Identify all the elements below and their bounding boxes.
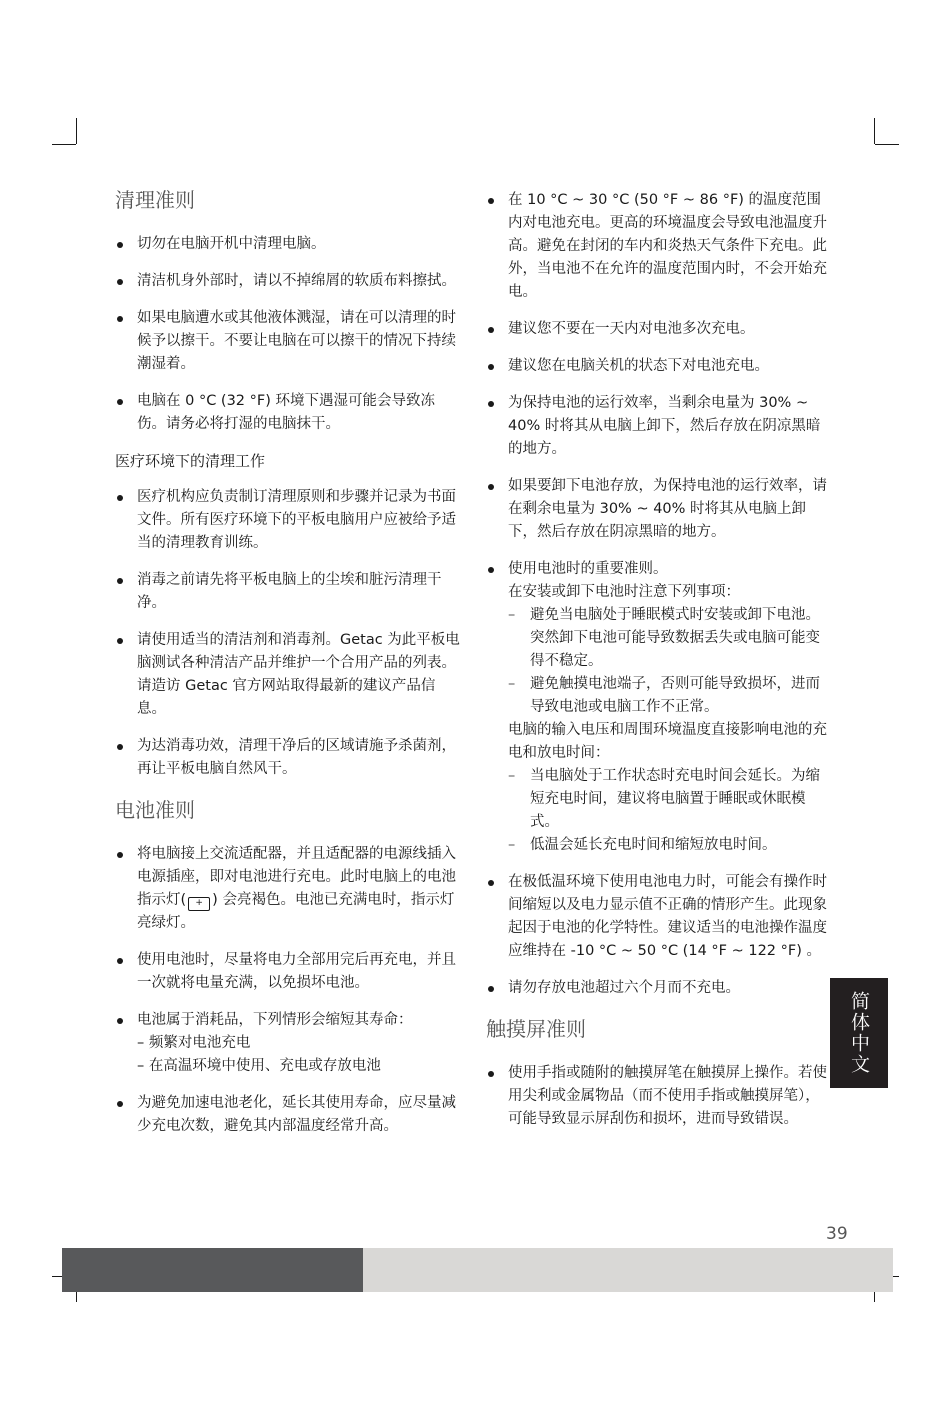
section-heading-battery: 电池准则 (115, 798, 195, 822)
list-item (115, 1009, 460, 1078)
list-item: 建议您不要在一天内对电池多次充电。 (486, 318, 831, 341)
battery-text-after: ) 会亮褐色。电池已充满电时，指示灯亮绿灯。 (137, 892, 455, 931)
list-item-title: 使用电池时的重要准则。 (508, 561, 668, 577)
list-item (486, 558, 831, 857)
medical-list (115, 486, 460, 781)
list-subitem: – 避免触摸电池端子，否则可能导致损坏，进而导致电池或电脑工作不正常。 (508, 673, 831, 719)
list-subitem: – 低温会延长充电时间和缩短放电时间。 (508, 834, 831, 857)
list-item-intro: 在安装或卸下电池时注意下列事项： (508, 584, 740, 600)
list-item: 在 10 °C ~ 30 °C (50 °F ~ 86 °F) 的温度范围内对电池充电。更高的环境温度会导致电池温度升高。避免在封闭的车内和炎热天气条件下充电。此外，当电池不在允许的温度范围内时，不会开始充电。 (486, 189, 831, 304)
list-item-intro: 电池属于消耗品，下列情形会缩短其寿命： (137, 1012, 413, 1028)
list-subitem: – 在高温环境中使用、充电或存放电池 (137, 1058, 381, 1074)
list-item: 电脑在 0 °C (32 °F) 环境下遇湿可能会导致冻伤。请务必将打湿的电脑抹干。 (115, 390, 460, 436)
touch-list (486, 1062, 831, 1131)
list-item: 如果电脑遭水或其他液体溅湿，请在可以清理的时候予以擦干。不要让电脑在可以擦干的情况下持续潮湿着。 (115, 307, 460, 376)
crop-mark (52, 144, 76, 145)
sub-list (508, 765, 831, 857)
list-item: 建议您在电脑关机的状态下对电池充电。 (486, 355, 831, 378)
sub-list (508, 604, 831, 719)
section-heading-touch: 触摸屏准则 (486, 1017, 586, 1041)
page-number: 39 (826, 1224, 848, 1244)
list-item: 切勿在电脑开机中清理电脑。 (115, 233, 460, 256)
list-item: 使用手指或随附的触摸屏笔在触摸屏上操作。若使用尖利或金属物品（而不使用手指或触摸屏笔），可能导致显示屏刮伤和损坏，进而导致错误。 (486, 1062, 831, 1131)
list-item: 为避免加速电池老化，延长其使用寿命，应尽量减少充电次数，避免其内部温度经常升高。 (115, 1092, 460, 1138)
list-item: 如果要卸下电池存放，为保持电池的运行效率，请在剩余电量为 30% ~ 40% 时将其从电脑上卸下，然后存放在阴凉黑暗的地方。 (486, 475, 831, 544)
list-item: 医疗机构应负责制订清理原则和步骤并记录为书面文件。所有医疗环境下的平板电脑用户应被给予适当的清理教育训练。 (115, 486, 460, 555)
list-item: 清洁机身外部时，请以不掉绵屑的软质布料擦拭。 (115, 270, 460, 293)
list-item: 为保持电池的运行效率，当剩余电量为 30% ~ 40% 时将其从电脑上卸下，然后存放在阴凉黑暗的地方。 (486, 392, 831, 461)
left-column (115, 185, 460, 1152)
crop-mark (875, 144, 899, 145)
language-tab: 简体中文 (830, 978, 888, 1088)
cleaning-list (115, 233, 460, 436)
battery-charging-icon: + (188, 897, 210, 911)
list-subitem: – 频繁对电池充电 (137, 1035, 251, 1051)
list-item: 在极低温环境下使用电池电力时，可能会有操作时间缩短以及电力显示值不正确的情形产生。此现象起因于电池的化学特性。建议适当的电池操作温度应维持在 -10 °C ~ 50 °C (14 °F ~ 122 °F) 。 (486, 871, 831, 963)
crop-mark (874, 118, 875, 144)
footer-bar-dark (62, 1248, 363, 1292)
list-item: 使用电池时，尽量将电力全部用完后再充电，并且一次就将电量充满，以免损坏电池。 (115, 949, 460, 995)
list-subitem: – 当电脑处于工作状态时充电时间会延长。为缩短充电时间，建议将电脑置于睡眠或休眠模式。 (508, 765, 831, 834)
subheading-medical: 医疗环境下的清理工作 (115, 452, 266, 470)
battery-text-before: 将电脑接上交流适配器，并且适配器的电源线插入电源插座，即对电池进行充电。此时电脑上的电池指示灯( (137, 846, 456, 908)
battery-list-continued (486, 189, 831, 1000)
list-item: 请使用适当的清洁剂和消毒剂。Getac 为此平板电脑测试各种清洁产品并维护一个合用产品的列表。请造访 Getac 官方网站取得最新的建议产品信息。 (115, 629, 460, 721)
right-column (486, 189, 831, 1145)
list-item (115, 843, 460, 935)
battery-list (115, 843, 460, 1138)
list-item: 请勿存放电池超过六个月而不充电。 (486, 977, 831, 1000)
list-item: 为达消毒功效，清理干净后的区域请施予杀菌剂，再让平板电脑自然风干。 (115, 735, 460, 781)
section-heading-cleaning: 清理准则 (115, 188, 195, 212)
list-subitem: – 避免当电脑处于睡眠模式时安装或卸下电池。突然卸下电池可能导致数据丢失或电脑可能变得不稳定。 (508, 604, 831, 673)
crop-mark (76, 118, 77, 144)
list-item-intro: 电脑的输入电压和周围环境温度直接影响电池的充电和放电时间： (508, 722, 827, 761)
list-item: 消毒之前请先将平板电脑上的尘埃和脏污清理干净。 (115, 569, 460, 615)
footer-bar-light (363, 1248, 893, 1292)
